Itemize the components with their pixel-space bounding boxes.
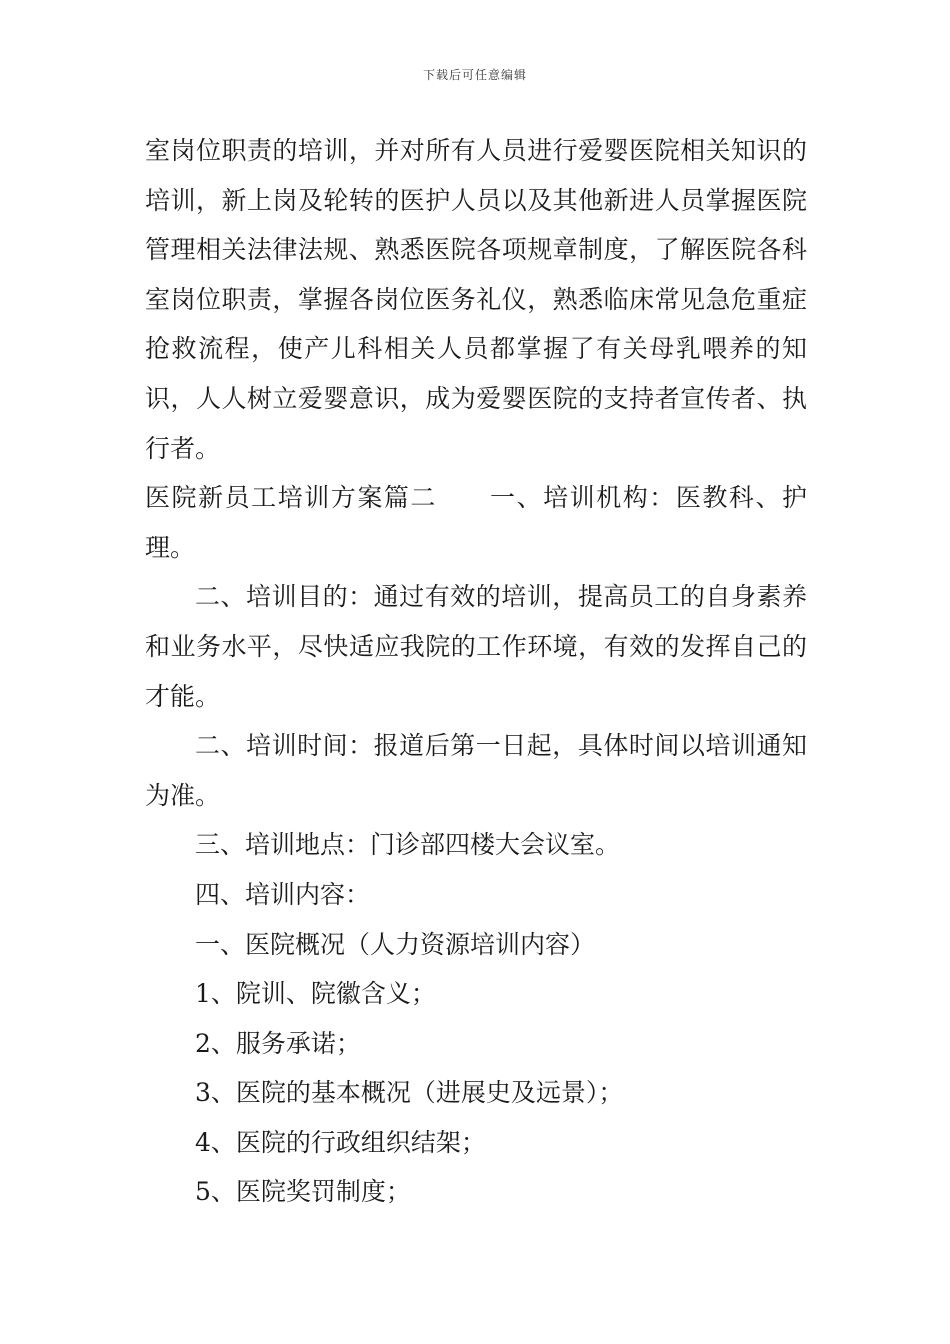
paragraph-training-time: 二、培训时间：报道后第一日起，具体时间以培训通知为准。 [145, 731, 807, 810]
list-item: 1、院训、院徽含义； [195, 979, 436, 1009]
document-body [145, 126, 807, 1217]
list-item: 5、医院奖罚制度； [195, 1177, 411, 1207]
paragraph-job-duties-training: 室岗位职责的培训，并对所有人员进行爱婴医院相关知识的培训，新上岗及轮转的医护人员以及其他新进人员掌握医院管理相关法律法规、熟悉医院各项规章制度，了解医院各科室岗位职责，掌握各岗位医务礼仪，熟悉临床常见急危重症抢救流程，使产儿科相关人员都掌握了有关母乳喂养的知识，人人树立爱婴意识，成为爱婴医院的支持者宣传者、执行者。 [145, 136, 807, 463]
paragraph-plan-two-organization: 医院新员工培训方案篇二 一、培训机构：医教科、护理。 [145, 483, 807, 562]
paragraph-hospital-overview: 一、医院概况（人力资源培训内容） [195, 929, 596, 959]
paragraph-training-location: 三、培训地点：门诊部四楼大会议室。 [195, 830, 621, 860]
paragraph-training-content: 四、培训内容： [195, 879, 371, 909]
list-item: 3、医院的基本概况（进展史及远景）； [195, 1078, 624, 1108]
list-item: 2、服务承诺； [195, 1028, 361, 1058]
paragraph-training-purpose: 二、培训目的：通过有效的培训，提高员工的自身素养和业务水平，尽快适应我院的工作环境，有效的发挥自己的才能。 [145, 582, 807, 711]
page-header: 下载后可任意编辑 [422, 68, 527, 82]
list-item: 4、医院的行政组织结架； [195, 1127, 486, 1157]
